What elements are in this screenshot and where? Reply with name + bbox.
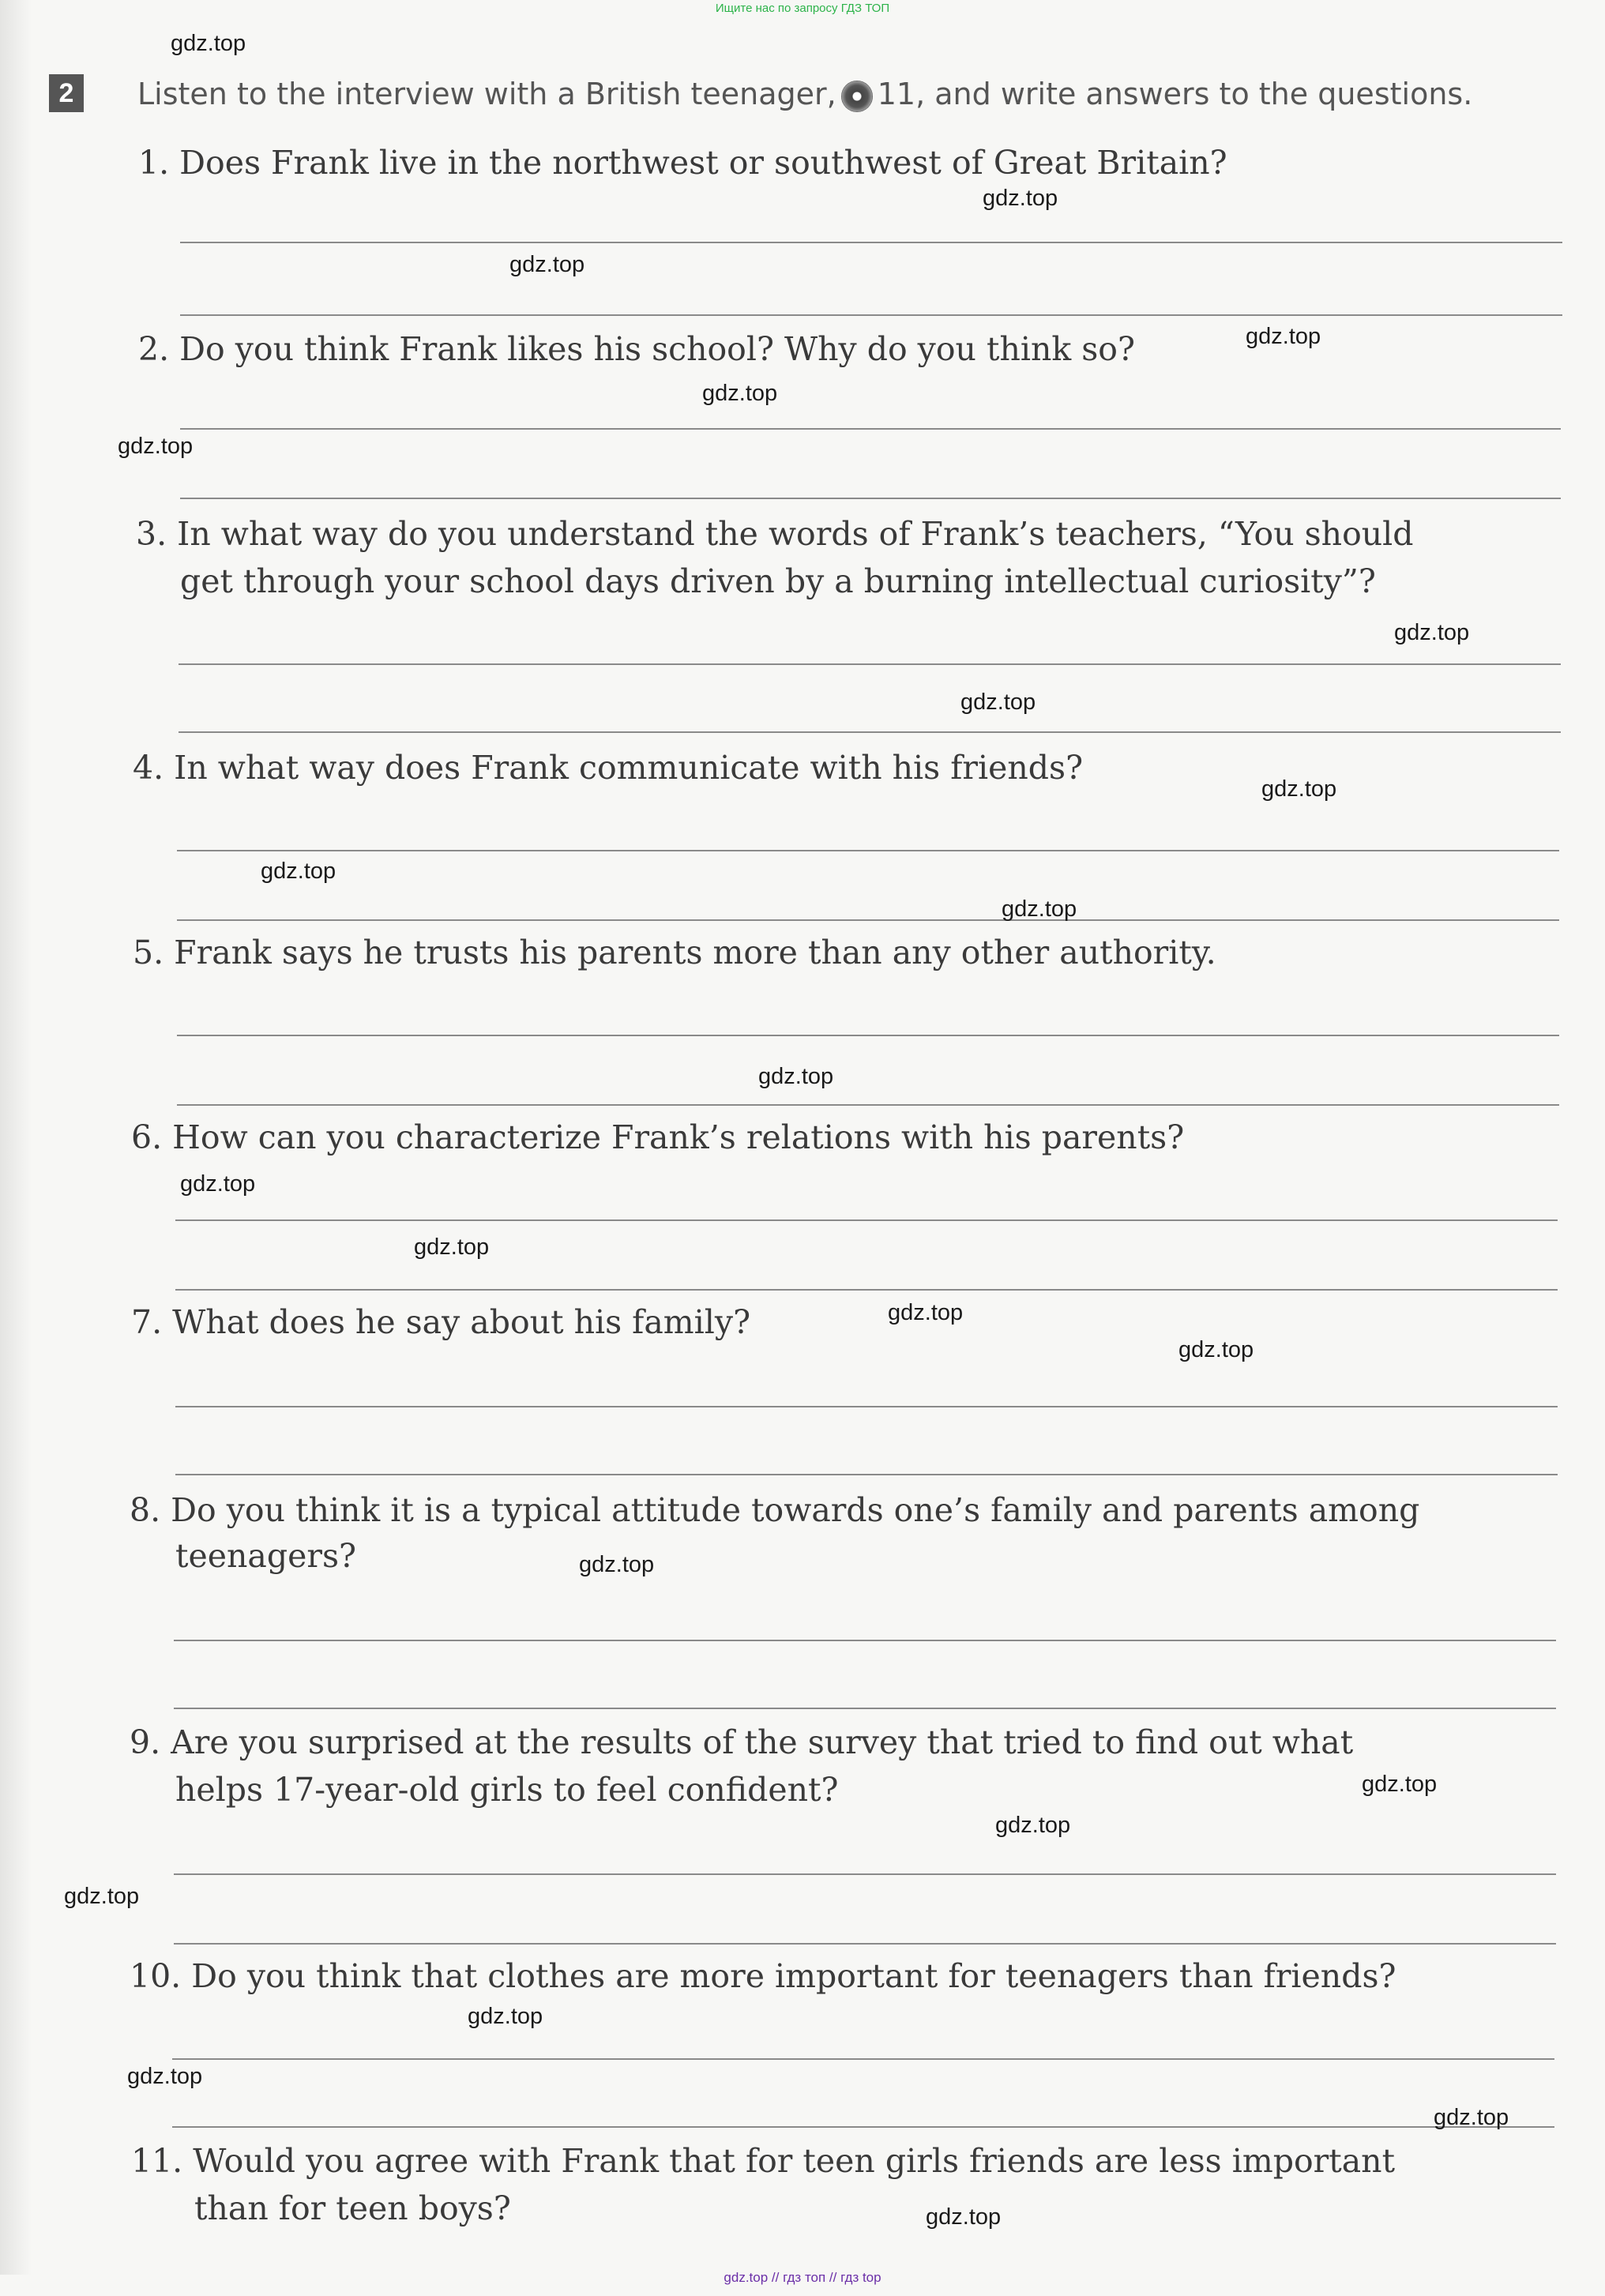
watermark: gdz.top: [1434, 2105, 1509, 2130]
answer-line[interactable]: [172, 2126, 1554, 2128]
answer-line[interactable]: [175, 1219, 1558, 1221]
answer-line[interactable]: [174, 1640, 1556, 1641]
answer-line[interactable]: [180, 242, 1562, 243]
watermark: gdz.top: [127, 2064, 203, 2089]
watermark: gdz.top: [1002, 896, 1077, 922]
question-8-line1: 8. Do you think it is a typical attitude towards one’s family and parents among: [130, 1491, 1420, 1529]
answer-line[interactable]: [172, 2058, 1554, 2060]
question-1: 1. Does Frank live in the northwest or southwest of Great Britain?: [138, 144, 1227, 182]
answer-line[interactable]: [174, 1708, 1556, 1709]
question-11-line2: than for teen boys?: [194, 2189, 511, 2227]
watermark: gdz.top: [995, 1813, 1071, 1838]
watermark: gdz.top: [983, 186, 1058, 211]
watermark: gdz.top: [64, 1884, 140, 1909]
answer-line[interactable]: [177, 1035, 1559, 1036]
watermark: gdz.top: [926, 2204, 1002, 2230]
answer-line[interactable]: [180, 314, 1562, 316]
answer-line[interactable]: [174, 1943, 1556, 1945]
question-10: 10. Do you think that clothes are more important for teenagers than friends?: [130, 1957, 1396, 1995]
watermark: gdz.top: [261, 859, 336, 884]
watermark: gdz.top: [702, 381, 778, 406]
watermark: gdz.top: [171, 31, 246, 56]
watermark: gdz.top: [579, 1552, 655, 1577]
question-5: 5. Frank says he trusts his parents more than any other authority.: [133, 934, 1216, 971]
question-9-line2: helps 17-year-old girls to feel confident?: [175, 1771, 839, 1809]
watermark: gdz.top: [1246, 324, 1321, 349]
instruction-text-start: Listen to the interview with a British teenager,: [137, 77, 836, 111]
answer-line[interactable]: [179, 731, 1561, 733]
exercise-number-badge: 2: [49, 74, 84, 112]
answer-line[interactable]: [177, 850, 1559, 851]
watermark: gdz.top: [960, 690, 1036, 715]
question-8-line2: teenagers?: [175, 1537, 356, 1575]
answer-line[interactable]: [177, 1104, 1559, 1106]
answer-line[interactable]: [180, 428, 1561, 430]
answer-line[interactable]: [177, 919, 1559, 921]
exercise-instruction: [137, 74, 1472, 114]
page-edge-shadow: [0, 0, 32, 2275]
watermark: gdz.top: [1362, 1772, 1438, 1797]
cd-disc-icon: [841, 81, 873, 112]
instruction-text-end: 11, and write answers to the questions.: [877, 77, 1473, 111]
watermark: gdz.top: [468, 2004, 543, 2029]
watermark: gdz.top: [118, 434, 194, 459]
question-7: 7. What does he say about his family?: [131, 1303, 751, 1341]
answer-line[interactable]: [180, 498, 1561, 499]
question-11-line1: 11. Would you agree with Frank that for teen girls friends are less important: [131, 2142, 1396, 2180]
watermark: gdz.top: [180, 1171, 256, 1197]
question-3-line2: get through your school days driven by a burning intellectual curiosity”?: [180, 562, 1376, 600]
watermark: gdz.top: [1178, 1337, 1254, 1362]
question-2: 2. Do you think Frank likes his school? Why do you think so?: [138, 330, 1135, 368]
watermark: gdz.top: [758, 1064, 834, 1089]
answer-line[interactable]: [179, 663, 1561, 665]
question-4: 4. In what way does Frank communicate with his friends?: [133, 749, 1084, 787]
exercise-header: [49, 71, 1518, 118]
watermark: gdz.top: [1394, 620, 1470, 645]
answer-line[interactable]: [174, 1873, 1556, 1875]
question-6: 6. How can you characterize Frank’s relations with his parents?: [131, 1118, 1185, 1156]
watermark: gdz.top: [888, 1300, 964, 1325]
watermark: gdz.top: [509, 252, 585, 277]
footer-links[interactable]: gdz.top // гдз топ // гдз top: [724, 2270, 881, 2285]
watermark: gdz.top: [1261, 776, 1337, 802]
answer-line[interactable]: [175, 1474, 1558, 1475]
answer-line[interactable]: [175, 1289, 1558, 1291]
top-banner[interactable]: Ищите нас по запросу ГДЗ ТОП: [715, 2, 890, 15]
watermark: gdz.top: [414, 1234, 490, 1260]
question-3-line1: 3. In what way do you understand the words of Frank’s teachers, “You should: [136, 515, 1414, 553]
question-9-line1: 9. Are you surprised at the results of the survey that tried to find out what: [130, 1723, 1354, 1761]
answer-line[interactable]: [175, 1406, 1558, 1407]
